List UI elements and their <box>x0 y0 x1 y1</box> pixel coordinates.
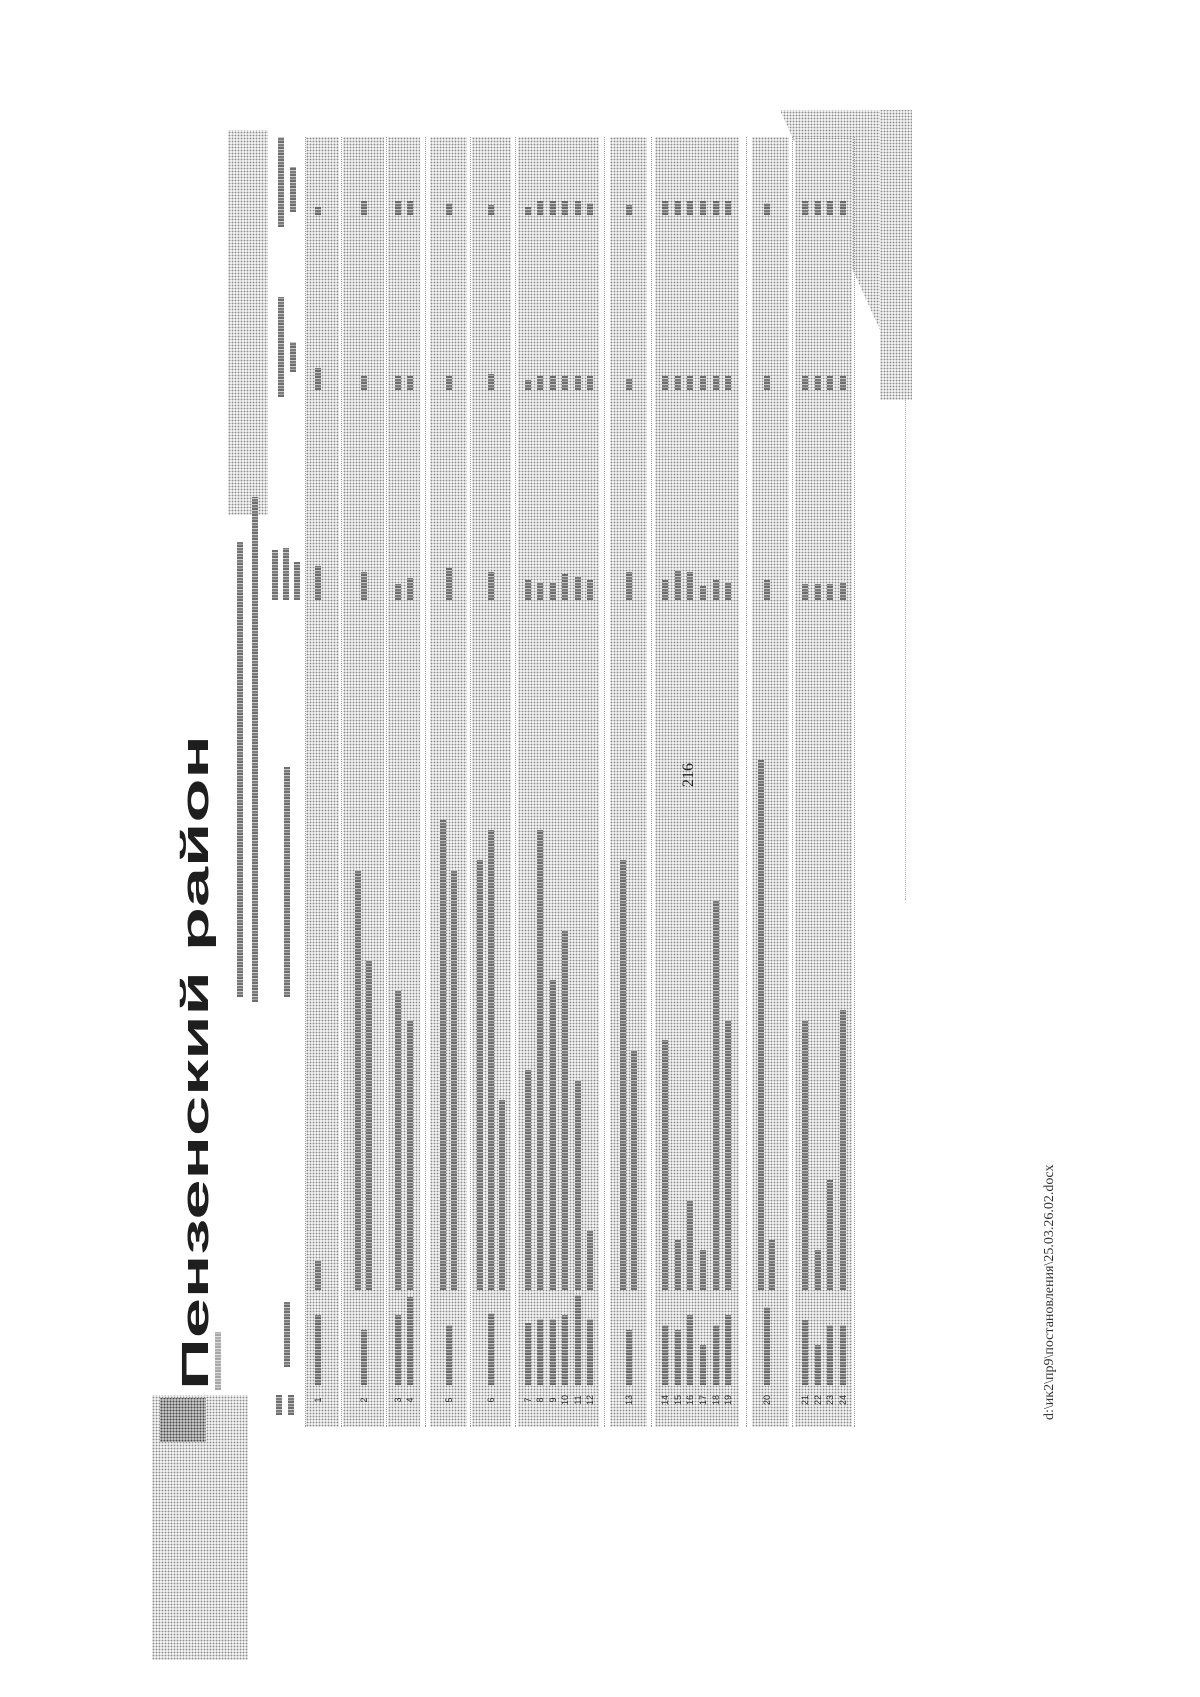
row-number: 24 <box>838 1395 848 1406</box>
table-row <box>660 137 671 1427</box>
distance-value <box>525 207 531 215</box>
row-number: 7 <box>523 1397 533 1403</box>
settlements-text <box>575 1080 581 1290</box>
served-population-value <box>700 586 706 600</box>
organization-name-text <box>446 1325 452 1385</box>
table-row <box>405 137 416 1427</box>
table-row <box>618 137 640 1427</box>
attached-population-value <box>550 376 556 390</box>
distance-value <box>764 203 770 215</box>
row-number: 1 <box>313 1397 323 1403</box>
organization-name-text <box>764 1307 770 1385</box>
distance-value <box>361 201 367 215</box>
served-population-value <box>827 584 833 600</box>
settlements-text <box>687 1200 693 1290</box>
attached-population-value <box>764 376 770 390</box>
row-number: 23 <box>825 1395 835 1406</box>
served-population-value <box>575 576 581 600</box>
table-row <box>711 137 722 1427</box>
organization-name-text <box>687 1315 693 1385</box>
table-row <box>838 137 849 1427</box>
served-population-value <box>764 580 770 600</box>
distance-value <box>725 201 731 215</box>
distance-value <box>827 201 833 215</box>
settlements-text <box>366 960 372 1290</box>
settlements-text <box>827 1180 833 1290</box>
organization-name-text <box>587 1319 593 1385</box>
distance-value <box>488 205 494 215</box>
row-number: 21 <box>800 1395 810 1406</box>
attached-population-value <box>488 374 494 390</box>
district-title-text: Пензенский район <box>175 1044 217 1390</box>
row-number: 16 <box>685 1395 695 1406</box>
organization-name-text <box>626 1330 632 1385</box>
row-number: 4 <box>405 1397 415 1403</box>
organization-name-text <box>315 1315 321 1385</box>
served-population-value <box>446 568 452 600</box>
distance-value <box>537 201 543 215</box>
distance-value <box>687 201 693 215</box>
distance-value <box>395 201 401 215</box>
served-population-value <box>407 578 413 600</box>
organization-name-text <box>575 1295 581 1385</box>
table-row <box>800 137 811 1427</box>
attached-population-value <box>626 378 632 390</box>
settlements-text <box>631 1050 637 1290</box>
row-number: 17 <box>698 1395 708 1406</box>
attached-population-value <box>802 376 808 390</box>
served-population-value <box>361 572 367 600</box>
organization-name-text <box>395 1315 401 1385</box>
row-number: 20 <box>762 1395 772 1406</box>
table-row <box>825 137 836 1427</box>
row-number: 2 <box>359 1397 369 1403</box>
served-population-value <box>713 580 719 600</box>
table-row <box>723 137 734 1427</box>
served-population-value <box>815 584 821 600</box>
attached-population-value <box>587 376 593 390</box>
served-population-value <box>537 582 543 600</box>
row-number: 11 <box>573 1395 583 1405</box>
row-number: 13 <box>624 1395 634 1406</box>
distance-value <box>575 201 581 215</box>
attached-population-value <box>840 376 846 390</box>
attached-population-value <box>562 376 568 390</box>
settlements-text <box>537 830 543 1290</box>
served-population-value <box>675 570 681 600</box>
settlements-text <box>440 820 446 1290</box>
attached-population-value <box>525 380 531 390</box>
served-population-value <box>840 582 846 600</box>
table-row <box>573 137 584 1427</box>
served-population-value <box>525 580 531 600</box>
table-row <box>813 137 824 1427</box>
attached-population-value <box>700 376 706 390</box>
table-row <box>535 137 546 1427</box>
row-number: 22 <box>813 1395 823 1406</box>
organization-name-text <box>840 1325 846 1385</box>
settlements-text <box>562 930 568 1290</box>
row-number: 3 <box>393 1397 403 1403</box>
settlements-text <box>662 1040 668 1290</box>
settlements-text <box>725 1020 731 1290</box>
served-population-value <box>395 584 401 600</box>
table-row <box>438 137 460 1427</box>
served-population-value <box>687 572 693 600</box>
organization-name-text <box>562 1315 568 1385</box>
served-population-value <box>626 572 632 600</box>
row-number: 15 <box>673 1395 683 1406</box>
served-population-value <box>662 580 668 600</box>
attached-population-value <box>713 376 719 390</box>
organization-name-text <box>488 1313 494 1385</box>
table-row <box>756 137 778 1427</box>
settlements-text <box>587 1230 593 1290</box>
row-number: 6 <box>486 1397 496 1403</box>
organization-name-text <box>725 1315 731 1385</box>
distance-value <box>840 201 846 215</box>
settlements-text <box>713 900 719 1290</box>
table-row <box>313 137 324 1427</box>
attached-population-value <box>725 376 731 390</box>
organization-name-text <box>361 1330 367 1385</box>
table-row <box>698 137 709 1427</box>
attached-population-value <box>662 376 668 390</box>
distance-value <box>407 201 413 215</box>
organization-name-text <box>802 1320 808 1385</box>
row-number: 5 <box>444 1397 454 1403</box>
settlements-text <box>815 1250 821 1290</box>
settlements-text <box>758 760 764 1290</box>
settlements-text <box>675 1240 681 1290</box>
row-number: 10 <box>560 1395 570 1406</box>
settlements-text <box>620 860 626 1290</box>
distance-value <box>713 201 719 215</box>
distance-value <box>550 201 556 215</box>
attached-population-value <box>575 376 581 390</box>
settlements-text <box>525 1070 531 1290</box>
distance-value <box>675 201 681 215</box>
distance-value <box>815 201 821 215</box>
page-number: 216 <box>680 763 697 787</box>
served-population-value <box>488 572 494 600</box>
organization-name-text <box>827 1325 833 1385</box>
row-number: 8 <box>535 1397 545 1403</box>
settlements-text <box>451 870 457 1290</box>
settlements-text <box>407 1020 413 1290</box>
settlements-text <box>840 1010 846 1290</box>
served-population-value <box>802 584 808 600</box>
settlements-text <box>477 860 483 1290</box>
attached-population-value <box>407 376 413 390</box>
organization-name-text <box>675 1330 681 1385</box>
served-population-value <box>315 566 321 600</box>
table-row <box>585 137 596 1427</box>
footer-file-path: d:\ик2\пр9\постановления\25.03.26.02.docx <box>1042 1164 1057 1420</box>
settlements-text <box>355 870 361 1290</box>
settlements-text <box>550 980 556 1290</box>
row-number: 19 <box>723 1395 733 1406</box>
attached-population-value <box>395 376 401 390</box>
table-row <box>353 137 375 1427</box>
distance-value <box>562 201 568 215</box>
distance-value <box>315 207 321 215</box>
attached-population-value <box>675 376 681 390</box>
settlements-text <box>395 990 401 1290</box>
served-population-value <box>587 580 593 600</box>
attached-population-value <box>315 368 321 390</box>
distance-value <box>587 203 593 215</box>
organization-name-text <box>815 1345 821 1385</box>
attached-population-value <box>687 376 693 390</box>
organization-name-text <box>550 1319 556 1385</box>
distance-value <box>662 201 668 215</box>
distance-value <box>700 201 706 215</box>
settlements-text <box>315 1260 321 1290</box>
row-number: 9 <box>548 1397 558 1403</box>
settlements-text <box>488 830 494 1290</box>
served-population-value <box>550 582 556 600</box>
settlements-text <box>769 1240 775 1290</box>
organization-name-text <box>713 1325 719 1385</box>
settlements-text <box>499 1100 505 1290</box>
table-row <box>475 137 508 1427</box>
served-population-value <box>562 574 568 600</box>
row-number: 14 <box>660 1395 670 1406</box>
table-row <box>560 137 571 1427</box>
attached-population-value <box>815 376 821 390</box>
organization-name-text <box>407 1297 413 1385</box>
row-number: 18 <box>711 1395 721 1406</box>
distance-value <box>626 205 632 215</box>
settlements-text <box>802 1020 808 1290</box>
table-row <box>393 137 404 1427</box>
attached-population-value <box>446 376 452 390</box>
row-number: 12 <box>585 1395 595 1406</box>
attached-population-value <box>537 376 543 390</box>
organization-name-text <box>700 1345 706 1385</box>
organization-name-text <box>537 1319 543 1385</box>
attached-population-value <box>827 376 833 390</box>
settlements-text <box>700 1250 706 1290</box>
table-row <box>548 137 559 1427</box>
organization-name-text <box>525 1323 531 1385</box>
distance-value <box>802 201 808 215</box>
organization-name-text <box>662 1325 668 1385</box>
attached-population-value <box>361 376 367 390</box>
served-population-value <box>725 582 731 600</box>
distance-value <box>446 203 452 215</box>
table-row <box>523 137 534 1427</box>
